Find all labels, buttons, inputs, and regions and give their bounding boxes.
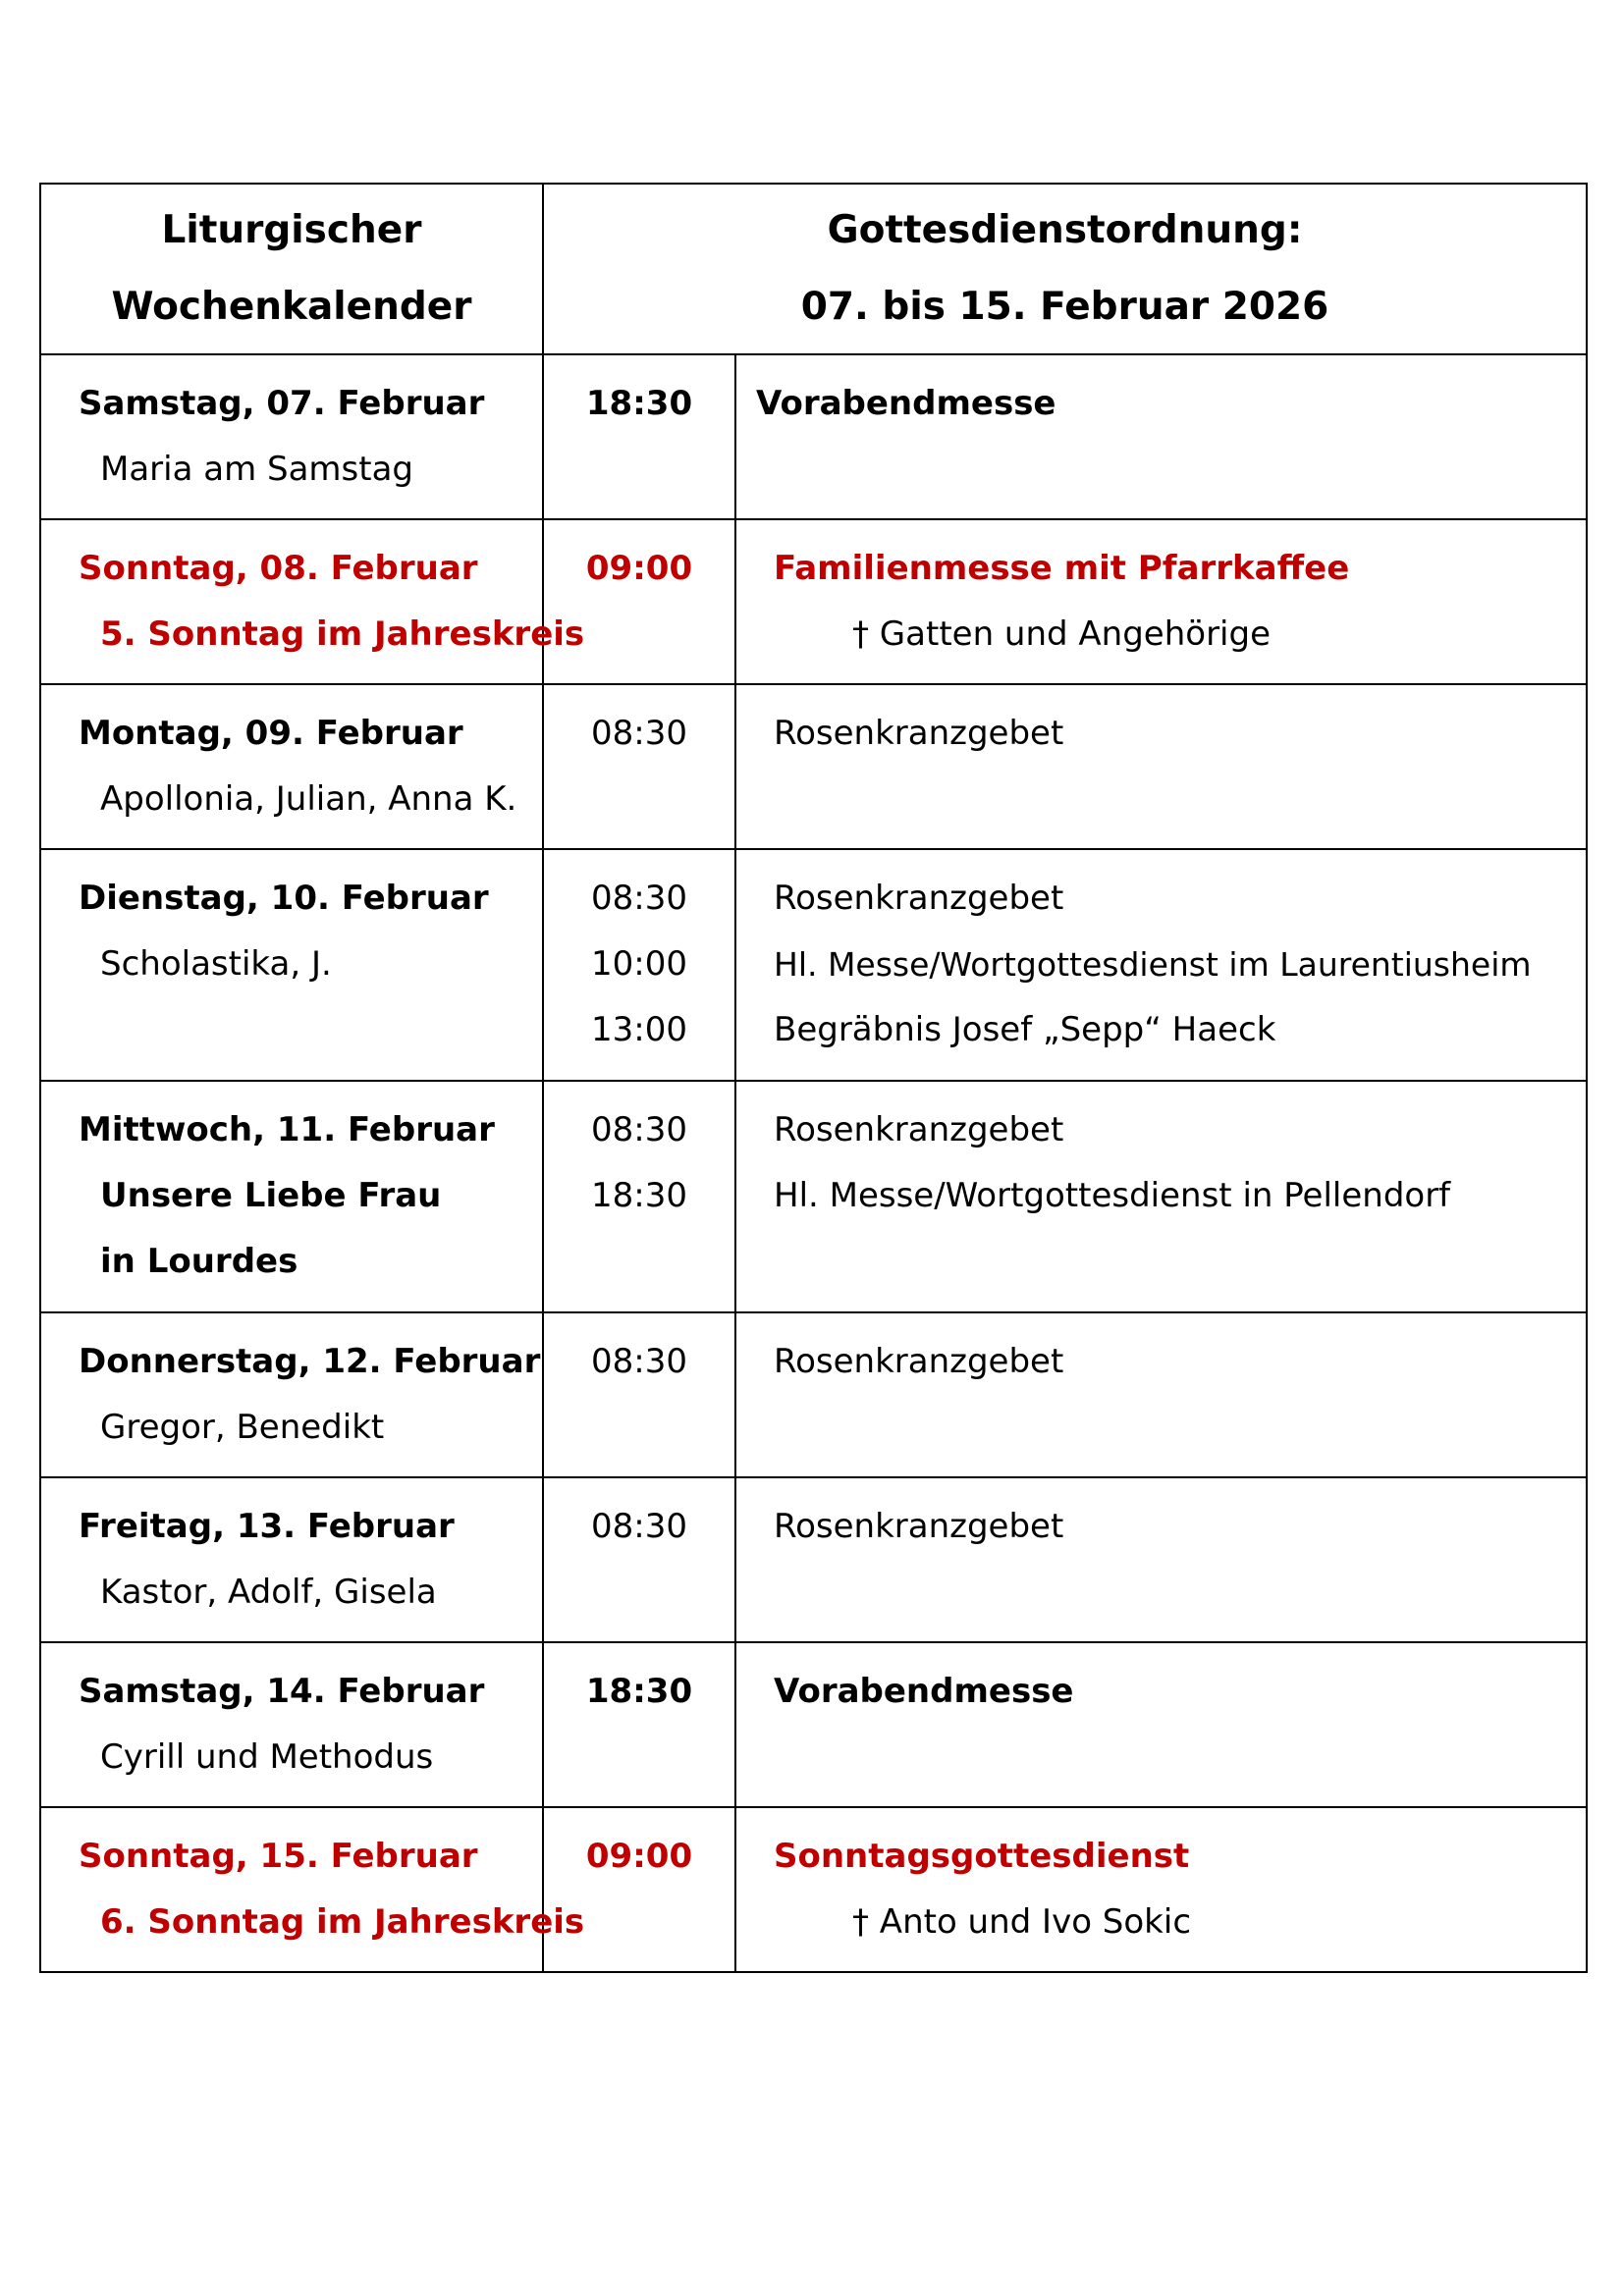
event-cell	[735, 1477, 1587, 1642]
service-event: Rosenkranzgebet	[774, 1342, 1064, 1381]
time-cell	[543, 684, 735, 849]
day-label: Donnerstag, 12. Februar	[79, 1342, 541, 1381]
calendar-heading	[40, 184, 543, 354]
header-row	[40, 184, 1587, 354]
day-label: Sonntag, 08. Februar	[79, 549, 478, 588]
service-heading	[543, 184, 1587, 354]
day-label: Mittwoch, 11. Februar	[79, 1110, 495, 1149]
table-row	[40, 354, 1587, 519]
service-event: Vorabendmesse	[774, 1672, 1074, 1711]
calendar-heading-line-1: Liturgischer	[161, 208, 422, 252]
event-cell	[735, 1312, 1587, 1477]
calendar-heading-line-2: Wochenkalender	[111, 285, 472, 329]
service-event: Hl. Messe/Wortgottesdienst im Laurentiusheim	[774, 945, 1532, 984]
service-event: Hl. Messe/Wortgottesdienst in Pellendorf	[774, 1176, 1451, 1215]
time-cell	[543, 1081, 735, 1312]
day-cell	[40, 1642, 543, 1807]
service-time: 09:00	[585, 1837, 693, 1876]
event-cell	[735, 684, 1587, 849]
service-time: 08:30	[591, 1110, 687, 1149]
table-row	[40, 1807, 1587, 1972]
saint-label: Cyrill und Methodus	[100, 1737, 434, 1777]
service-time: 13:00	[591, 1010, 687, 1049]
day-cell	[40, 354, 543, 519]
service-event: Sonntagsgottesdienst	[774, 1837, 1190, 1876]
saint-label: Maria am Samstag	[100, 450, 413, 489]
memorial-note: † Gatten und Angehörige	[852, 614, 1271, 654]
service-heading-line-1: Gottesdienstordnung:	[827, 208, 1303, 252]
table-row	[40, 519, 1587, 684]
service-event: Familienmesse mit Pfarrkaffee	[774, 549, 1350, 588]
service-time: 18:30	[585, 384, 693, 423]
schedule-table	[39, 183, 1588, 1973]
table-row	[40, 1477, 1587, 1642]
time-cell	[543, 1477, 735, 1642]
day-label: Freitag, 13. Februar	[79, 1507, 455, 1546]
day-cell	[40, 1081, 543, 1312]
table-row	[40, 849, 1587, 1081]
time-cell	[543, 849, 735, 1081]
service-event: Vorabendmesse	[756, 384, 1056, 423]
event-cell	[735, 1807, 1587, 1972]
service-event: Rosenkranzgebet	[774, 1507, 1064, 1546]
service-time: 18:30	[585, 1672, 693, 1711]
saint-label: in Lourdes	[100, 1242, 298, 1281]
service-event: Begräbnis Josef „Sepp“ Haeck	[774, 1010, 1276, 1049]
day-cell	[40, 1807, 585, 1972]
service-time: 08:30	[591, 714, 687, 753]
service-event: Rosenkranzgebet	[774, 879, 1064, 918]
saint-label: Kastor, Adolf, Gisela	[100, 1573, 437, 1612]
table-row	[40, 1081, 1587, 1312]
saint-label: 6. Sonntag im Jahreskreis	[100, 1902, 585, 1942]
saint-label: Unsere Liebe Frau	[100, 1176, 442, 1215]
time-cell	[543, 519, 735, 684]
service-time: 18:30	[591, 1176, 687, 1215]
day-cell	[40, 1477, 543, 1642]
service-time: 09:00	[585, 549, 693, 588]
time-cell	[543, 1642, 735, 1807]
saint-label: Apollonia, Julian, Anna K.	[100, 779, 517, 819]
event-cell	[735, 1642, 1587, 1807]
time-cell	[543, 1312, 735, 1477]
table-row	[40, 1642, 1587, 1807]
time-cell	[543, 1807, 735, 1972]
memorial-note: † Anto und Ivo Sokic	[852, 1902, 1192, 1942]
service-time: 08:30	[591, 879, 687, 918]
service-event: Rosenkranzgebet	[774, 714, 1064, 753]
day-cell	[40, 849, 543, 1081]
service-time: 08:30	[591, 1507, 687, 1546]
event-cell	[735, 519, 1587, 684]
service-event: Rosenkranzgebet	[774, 1110, 1064, 1149]
day-cell	[40, 684, 543, 849]
day-cell	[40, 519, 585, 684]
saint-label: Scholastika, J.	[100, 944, 332, 984]
day-label: Montag, 09. Februar	[79, 714, 463, 753]
day-label: Samstag, 14. Februar	[79, 1672, 485, 1711]
service-heading-line-2: 07. bis 15. Februar 2026	[800, 285, 1329, 329]
event-cell	[735, 1081, 1587, 1312]
service-time: 08:30	[591, 1342, 687, 1381]
day-cell	[40, 1312, 543, 1477]
saint-label: 5. Sonntag im Jahreskreis	[100, 614, 585, 654]
event-cell	[735, 354, 1587, 519]
time-cell	[543, 354, 735, 519]
day-label: Dienstag, 10. Februar	[79, 879, 489, 918]
event-cell	[735, 849, 1587, 1081]
day-label: Sonntag, 15. Februar	[79, 1837, 478, 1876]
table-row	[40, 1312, 1587, 1477]
saint-label: Gregor, Benedikt	[100, 1408, 385, 1447]
day-label: Samstag, 07. Februar	[79, 384, 485, 423]
service-time: 10:00	[591, 944, 687, 984]
table-row	[40, 684, 1587, 849]
